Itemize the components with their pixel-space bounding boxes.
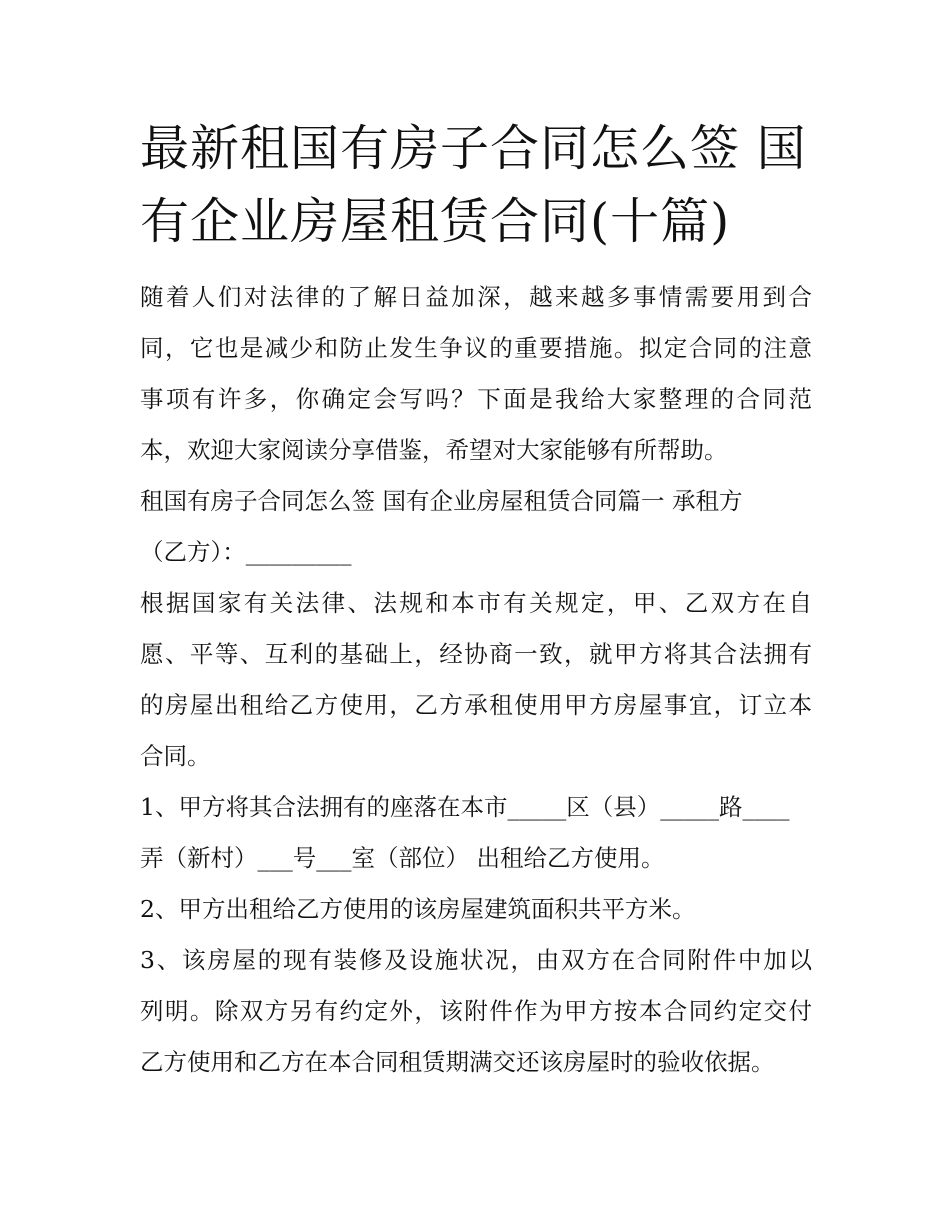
body-line: 事项有许多，你确定会写吗？下面是我给大家整理的合同范 bbox=[140, 385, 812, 413]
body-line: 合同。 bbox=[140, 742, 211, 770]
clause-1-line: 1、甲方将其合法拥有的座落在本市_____区（县）_____路____ bbox=[140, 793, 790, 821]
body-line: 愿、平等、互利的基础上，经协商一致，就甲方将其合法拥有 bbox=[140, 640, 812, 668]
clause-2-line: 2、甲方出租给乙方使用的该房屋建筑面积共平方米。 bbox=[140, 895, 696, 923]
body-line: 根据国家有关法律、法规和本市有关规定，甲、乙双方在自 bbox=[140, 589, 812, 617]
clause-1-line: 弄（新村）___号___室（部位） 出租给乙方使用。 bbox=[140, 844, 665, 872]
clause-3-line: 3、该房屋的现有装修及设施状况，由双方在合同附件中加以 bbox=[140, 946, 812, 974]
title-line-1: 最新租国有房子合同怎么签 国 bbox=[140, 120, 807, 177]
clause-3-line: 列明。除双方另有约定外，该附件作为甲方按本合同约定交付 bbox=[140, 997, 812, 1025]
body-line: 随着人们对法律的了解日益加深，越来越多事情需要用到合 bbox=[140, 283, 812, 311]
body-line: 的房屋出租给乙方使用，乙方承租使用甲方房屋事宜，订立本 bbox=[140, 691, 812, 719]
body-line: 本，欢迎大家阅读分享借鉴，希望对大家能够有所帮助。 bbox=[140, 436, 728, 464]
lessee-field-line: （乙方）：_________ bbox=[140, 538, 352, 566]
document-content bbox=[140, 112, 812, 1088]
title-line-2: 有企业房屋租赁合同(十篇) bbox=[140, 193, 731, 250]
body-line: 同，它也是减少和防止发生争议的重要措施。拟定合同的注意 bbox=[140, 334, 812, 362]
document-title bbox=[140, 112, 812, 258]
section-heading-line: 租国有房子合同怎么签 国有企业房屋租赁合同篇一 承租方 bbox=[140, 487, 743, 515]
clause-3-line: 乙方使用和乙方在本合同租赁期满交还该房屋时的验收依据。 bbox=[140, 1048, 775, 1076]
document-body bbox=[140, 272, 812, 1088]
